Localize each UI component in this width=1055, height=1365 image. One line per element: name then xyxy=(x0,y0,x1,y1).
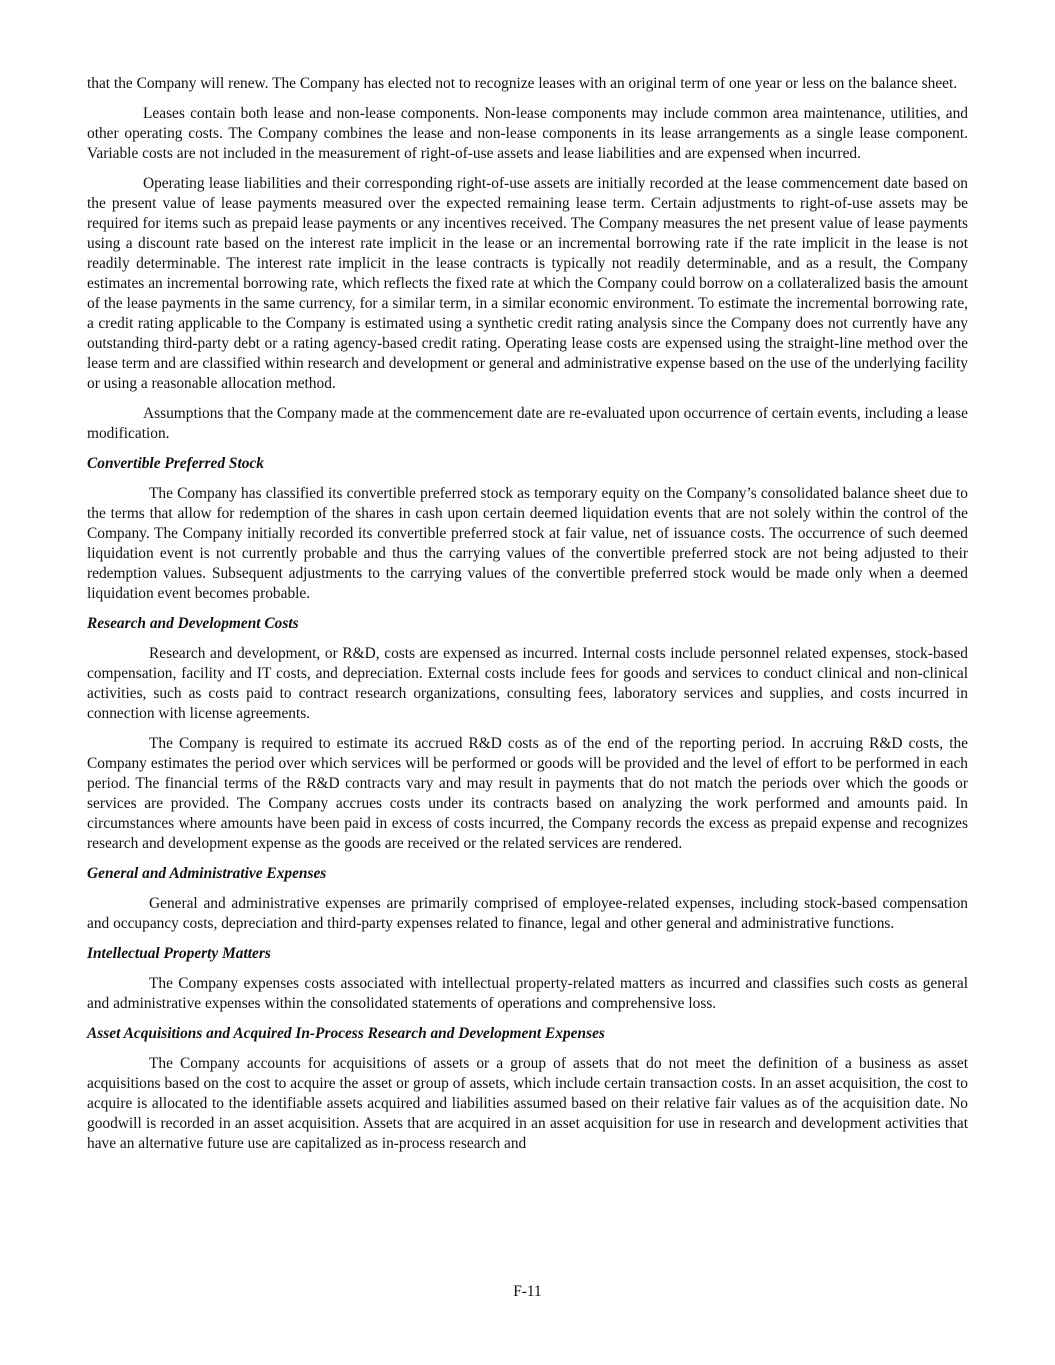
document-page xyxy=(87,74,968,1164)
paragraph-assumptions: Assumptions that the Company made at the commencement date are re-evaluated upon occurrence of certain events, including a lease modification. xyxy=(87,405,968,442)
paragraph-general-administrative: General and administrative expenses are primarily comprised of employee-related expenses, including stock-based compensation and occupancy costs, depreciation and third-party expenses related to finance, legal and other general and administrative functions. xyxy=(87,895,968,932)
paragraph-lease-intro: that the Company will renew. The Company has elected not to recognize leases with an original term of one year or less on the balance sheet. xyxy=(87,75,958,92)
paragraph-operating-lease: Operating lease liabilities and their corresponding right-of-use assets are initially recorded at the lease commencement date based on the present value of lease payments measured over the expected remaining lease term. Certain adjustments to right-of-use assets may be required for items such as prepaid lease payments or any incentives received. The Company measures the net present value of lease payments using a discount rate based on the interest rate implicit in the lease or an incremental borrowing rate if the rate implicit in the lease is not readily determinable. The interest rate implicit in the lease contracts is typically not readily determinable, and as a result, the Company estimates an incremental borrowing rate, which reflects the fixed rate at which the Company could borrow on a collateralized basis the amount of the lease payments in the same currency, for a similar term, in a similar economic environment. To estimate the incremental borrowing rate, a credit rating applicable to the Company is estimated using a synthetic credit rating analysis since the Company does not currently have any outstanding third-party debt or a rating agency-based credit rating. Operating lease costs are expensed using the straight-line method over the lease term and are classified within research and development or general and administrative expense based on the use of the underlying facility or using a reasonable allocation method. xyxy=(87,175,968,392)
heading-general-administrative: General and Administrative Expenses xyxy=(87,865,327,882)
paragraph-lease-components: Leases contain both lease and non-lease components. Non-lease components may include common area maintenance, utilities, and other operating costs. The Company combines the lease and non-lease components in its lease arrangements as a single lease component. Variable costs are not included in the measurement of right-of-use assets and lease liabilities and are expensed when incurred. xyxy=(87,105,968,162)
paragraph-asset-acquisitions: The Company accounts for acquisitions of assets or a group of assets that do not meet the definition of a business as asset acquisitions based on the cost to acquire the asset or group of assets, which include certain transaction costs. In an asset acquisition, the cost to acquire is allocated to the identifiable assets acquired and liabilities assumed based on their relative fair values as of the acquisition date. No goodwill is recorded in an asset acquisition. Assets that are acquired in an asset acquisition for use in research and development activities that have an alternative future use are capitalized as in-process research and xyxy=(87,1055,968,1152)
paragraph-rnd-costs: Research and development, or R&D, costs are expensed as incurred. Internal costs include personnel related expenses, stock-based compensation, facility and IT costs, and depreciation. External costs include fees for goods and services to conduct clinical and non-clinical activities, such as costs paid to contract research organizations, consulting fees, laboratory services and supplies, and costs incurred in connection with license agreements. xyxy=(87,645,968,722)
paragraph-convertible-preferred-stock: The Company has classified its convertible preferred stock as temporary equity on the Company’s consolidated balance sheet due to the terms that allow for redemption of the shares in cash upon certain deemed liquidation events that are not solely within the control of the Company. The Company initially recorded its convertible preferred stock at fair value, net of issuance costs. The occurrence of such deemed liquidation event is not currently probable and thus the carrying values of the convertible preferred stock are not being adjusted to their redemption values. Subsequent adjustments to the carrying values of the convertible preferred stock would be made only when a deemed liquidation event becomes probable. xyxy=(87,485,968,602)
paragraph-rnd-accrued: The Company is required to estimate its accrued R&D costs as of the end of the reporting period. In accruing R&D costs, the Company estimates the period over which services will be performed or goods will be provided and the level of effort to be performed in each period. The financial terms of the R&D contracts vary and may result in payments that do not match the periods over which the goods or services are provided. The Company accrues costs under its contracts based on analyzing the work performed and amounts paid. In circumstances where amounts have been paid in excess of costs incurred, the Company records the excess as prepaid expense and recognizes research and development expense as the goods are received or the related services are rendered. xyxy=(87,735,968,852)
page-number: F-11 xyxy=(513,1283,542,1300)
heading-convertible-preferred-stock: Convertible Preferred Stock xyxy=(87,455,264,472)
paragraph-intellectual-property: The Company expenses costs associated with intellectual property-related matters as incurred and classifies such costs as general and administrative expenses within the consolidated statements of operations and comprehensive loss. xyxy=(87,975,968,1012)
heading-intellectual-property: Intellectual Property Matters xyxy=(87,945,271,962)
heading-asset-acquisitions: Asset Acquisitions and Acquired In-Process Research and Development Expenses xyxy=(87,1025,605,1042)
heading-research-development: Research and Development Costs xyxy=(87,615,299,632)
